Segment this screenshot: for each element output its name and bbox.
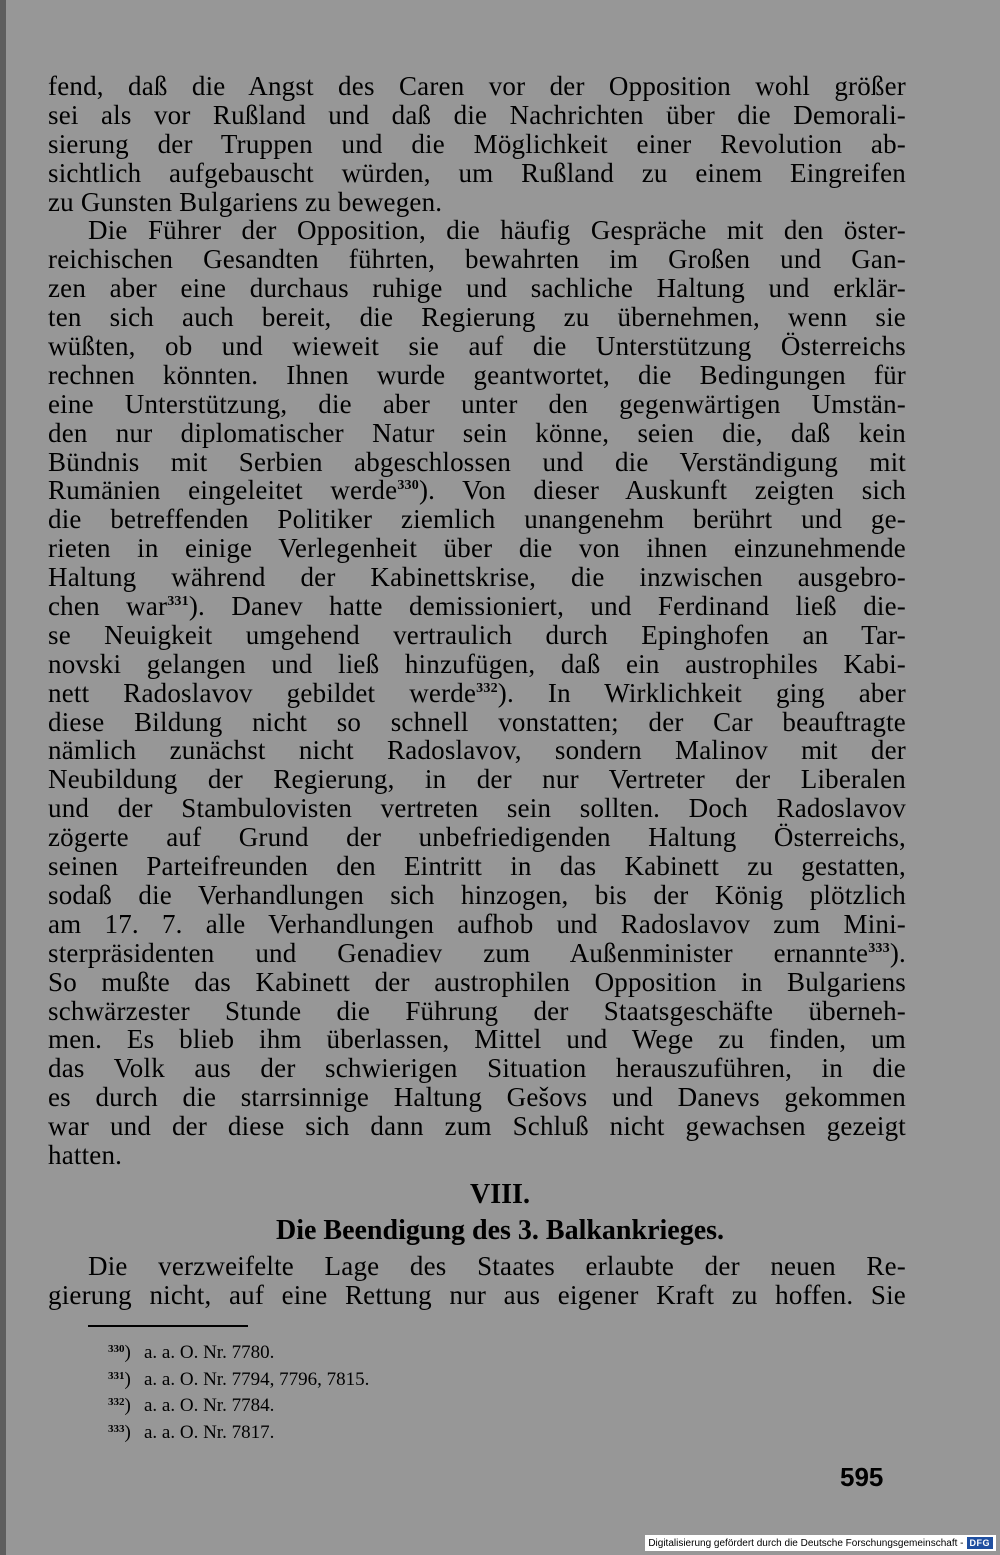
footnote: $^{332}$) a. a. O. Nr. 7784. — [108, 1395, 275, 1416]
line-text: sterpräsidenten und Genadiev zum Außenminister ernannte — [48, 937, 869, 968]
digitization-credit[interactable] — [645, 1535, 996, 1551]
footnote: $^{333}$) a. a. O. Nr. 7817. — [108, 1421, 275, 1443]
text-line: rechnen könnten. Ihnen wurde geantwortet, die Bedingungen für — [48, 359, 906, 390]
text-line: Die verzweifelte Lage des Staates erlaubte der neuen Re- — [88, 1251, 906, 1281]
text-line: Die Führer der Opposition, die häufig Gespräche mit den öster- — [88, 215, 906, 246]
line-text: ). Von dieser Auskunft zeigten sich — [418, 475, 906, 506]
text-line: men. Es blieb ihm überlassen, Mittel und Wege zu finden, um — [48, 1024, 906, 1055]
footnote-text: a. a. O. Nr. 7780. — [144, 1342, 275, 1363]
text-line: sichtlich aufgebauscht würden, um Rußland zu einem Eingreifen — [48, 157, 906, 188]
text-line: zögerte auf Grund der unbefriedigenden Haltung Österreichs, — [48, 822, 906, 853]
footnote-text: a. a. O. Nr. 7817. — [144, 1421, 275, 1443]
text-line: So mußte das Kabinett der austrophilen Opposition in Bulgariens — [48, 966, 906, 997]
text-line: ten sich auch bereit, die Regierung zu übernehmen, wenn sie — [48, 302, 906, 333]
text-line-with-footnote — [48, 592, 906, 621]
footnote-text: a. a. O. Nr. 7794, 7796, 7815. — [144, 1368, 370, 1390]
footnote-ref-333: 333 — [868, 940, 890, 956]
footnote-ref-331: 331 — [167, 594, 189, 610]
footnote-number: 330 — [108, 1343, 125, 1355]
text-line: seinen Parteifreunden den Eintritt in das Kabinett zu gestatten, — [48, 851, 906, 882]
text-line: fend, daß die Angst des Caren vor der Opposition wohl größer — [48, 71, 906, 101]
text-line: die betreffenden Politiker ziemlich unangenehm berührt und ge- — [48, 504, 906, 535]
text-line: den nur diplomatischer Natur sein könne, seien die, daß kein — [48, 417, 906, 448]
text-line: wüßten, ob und wieweit sie auf die Unterstützung Österreichs — [48, 331, 906, 362]
text-line: gierung nicht, auf eine Rettung nur aus eigener Kraft zu hoffen. Sie — [48, 1279, 906, 1310]
footnote-text: a. a. O. Nr. 7784. — [144, 1395, 275, 1416]
footnote-number: 333 — [108, 1422, 125, 1435]
line-text: nett Radoslavov gebildet werde — [48, 677, 477, 708]
text-line-with-footnote — [48, 939, 906, 968]
text-line: es durch die starrsinnige Haltung Gešovs und Danevs gekommen — [48, 1082, 906, 1113]
footnote: $^{331}$) a. a. O. Nr. 7794, 7796, 7815. — [108, 1368, 370, 1390]
dfg-logo-icon: DFG — [967, 1537, 994, 1549]
line-text: chen war — [48, 591, 168, 622]
chapter-number: VIII. — [470, 1179, 530, 1210]
text-line: novski gelangen und ließ hinzufügen, daß ein austrophiles Kabi- — [48, 648, 906, 679]
credit-text: Digitalisierung gefördert durch die Deutsche Forschungsgemeinschaft - — [648, 1537, 964, 1549]
text-line: am 17. 7. alle Verhandlungen aufhob und Radoslavov zum Mini- — [48, 908, 906, 939]
text-line-with-footnote — [48, 476, 906, 505]
text-line: rieten in einige Verlegenheit über die von ihnen einzunehmende — [48, 533, 906, 564]
footnotes — [108, 1338, 608, 1444]
text-line: Haltung während der Kabinettskrise, die inzwischen ausgebro- — [48, 562, 906, 593]
footnote-number: 332 — [108, 1396, 125, 1408]
text-line: Neubildung der Regierung, in der nur Vertreter der Liberalen — [48, 764, 906, 795]
text-line: zen aber eine durchaus ruhige und sachliche Haltung und erklär- — [48, 273, 906, 304]
footnote-ref-332: 332 — [476, 680, 498, 696]
page-number: 595 — [840, 1462, 884, 1492]
text-line: eine Unterstützung, die aber unter den gegenwärtigen Umstän- — [48, 388, 906, 419]
text-line: diese Bildung nicht so schnell vonstatten; der Car beauftragte — [48, 706, 906, 737]
text-line: nämlich zunächst nicht Radoslavov, sondern Malinov mit der — [48, 735, 906, 766]
line-text: ). — [889, 937, 906, 968]
line-text: ). In Wirklichkeit ging aber — [497, 677, 906, 708]
text-line: sodaß die Verhandlungen sich hinzogen, bis der König plötzlich — [48, 879, 906, 910]
text-line: schwärzester Stunde die Führung der Staatsgeschäfte überneh- — [48, 995, 906, 1026]
text-line: reichischen Gesandten führten, bewahrten im Großen und Gan- — [48, 244, 906, 275]
text-line: sei als vor Rußland und daß die Nachrichten über die Demorali- — [48, 99, 906, 130]
text-line: se Neuigkeit umgehend vertraulich durch Epinghofen an Tar- — [48, 619, 906, 650]
text-line-with-footnote — [48, 679, 906, 708]
text-line: war und der diese sich dann zum Schluß nicht gewachsen gezeigt — [48, 1111, 906, 1142]
line-text: Rumänien eingeleitet werde — [48, 475, 398, 506]
footnote: $^{330}$) a. a. O. Nr. 7780. — [108, 1342, 275, 1363]
text-line: hatten. — [48, 1139, 123, 1170]
text-line: das Volk aus der schwierigen Situation herauszuführen, in die — [48, 1053, 906, 1084]
footnote-number: 331 — [108, 1369, 125, 1382]
chapter-title: Die Beendigung des 3. Balkankrieges. — [275, 1215, 725, 1246]
footnote-ref-330: 330 — [397, 478, 419, 494]
text-line: Bündnis mit Serbien abgeschlossen und die Verständigung mit — [48, 446, 906, 477]
text-line: und der Stambulovisten vertreten sein sollten. Doch Radoslavov — [48, 793, 906, 824]
page-edge-shadow — [0, 0, 6, 1555]
body-text-continued — [48, 1252, 906, 1310]
text-line: zu Gunsten Bulgariens zu bewegen. — [48, 186, 443, 217]
line-text: ). Danev hatte demissioniert, und Ferdinand ließ die- — [188, 591, 906, 622]
body-text — [48, 72, 906, 1170]
footnote-separator — [88, 1325, 248, 1327]
text-line: sierung der Truppen und die Möglichkeit einer Revolution ab- — [48, 128, 906, 159]
